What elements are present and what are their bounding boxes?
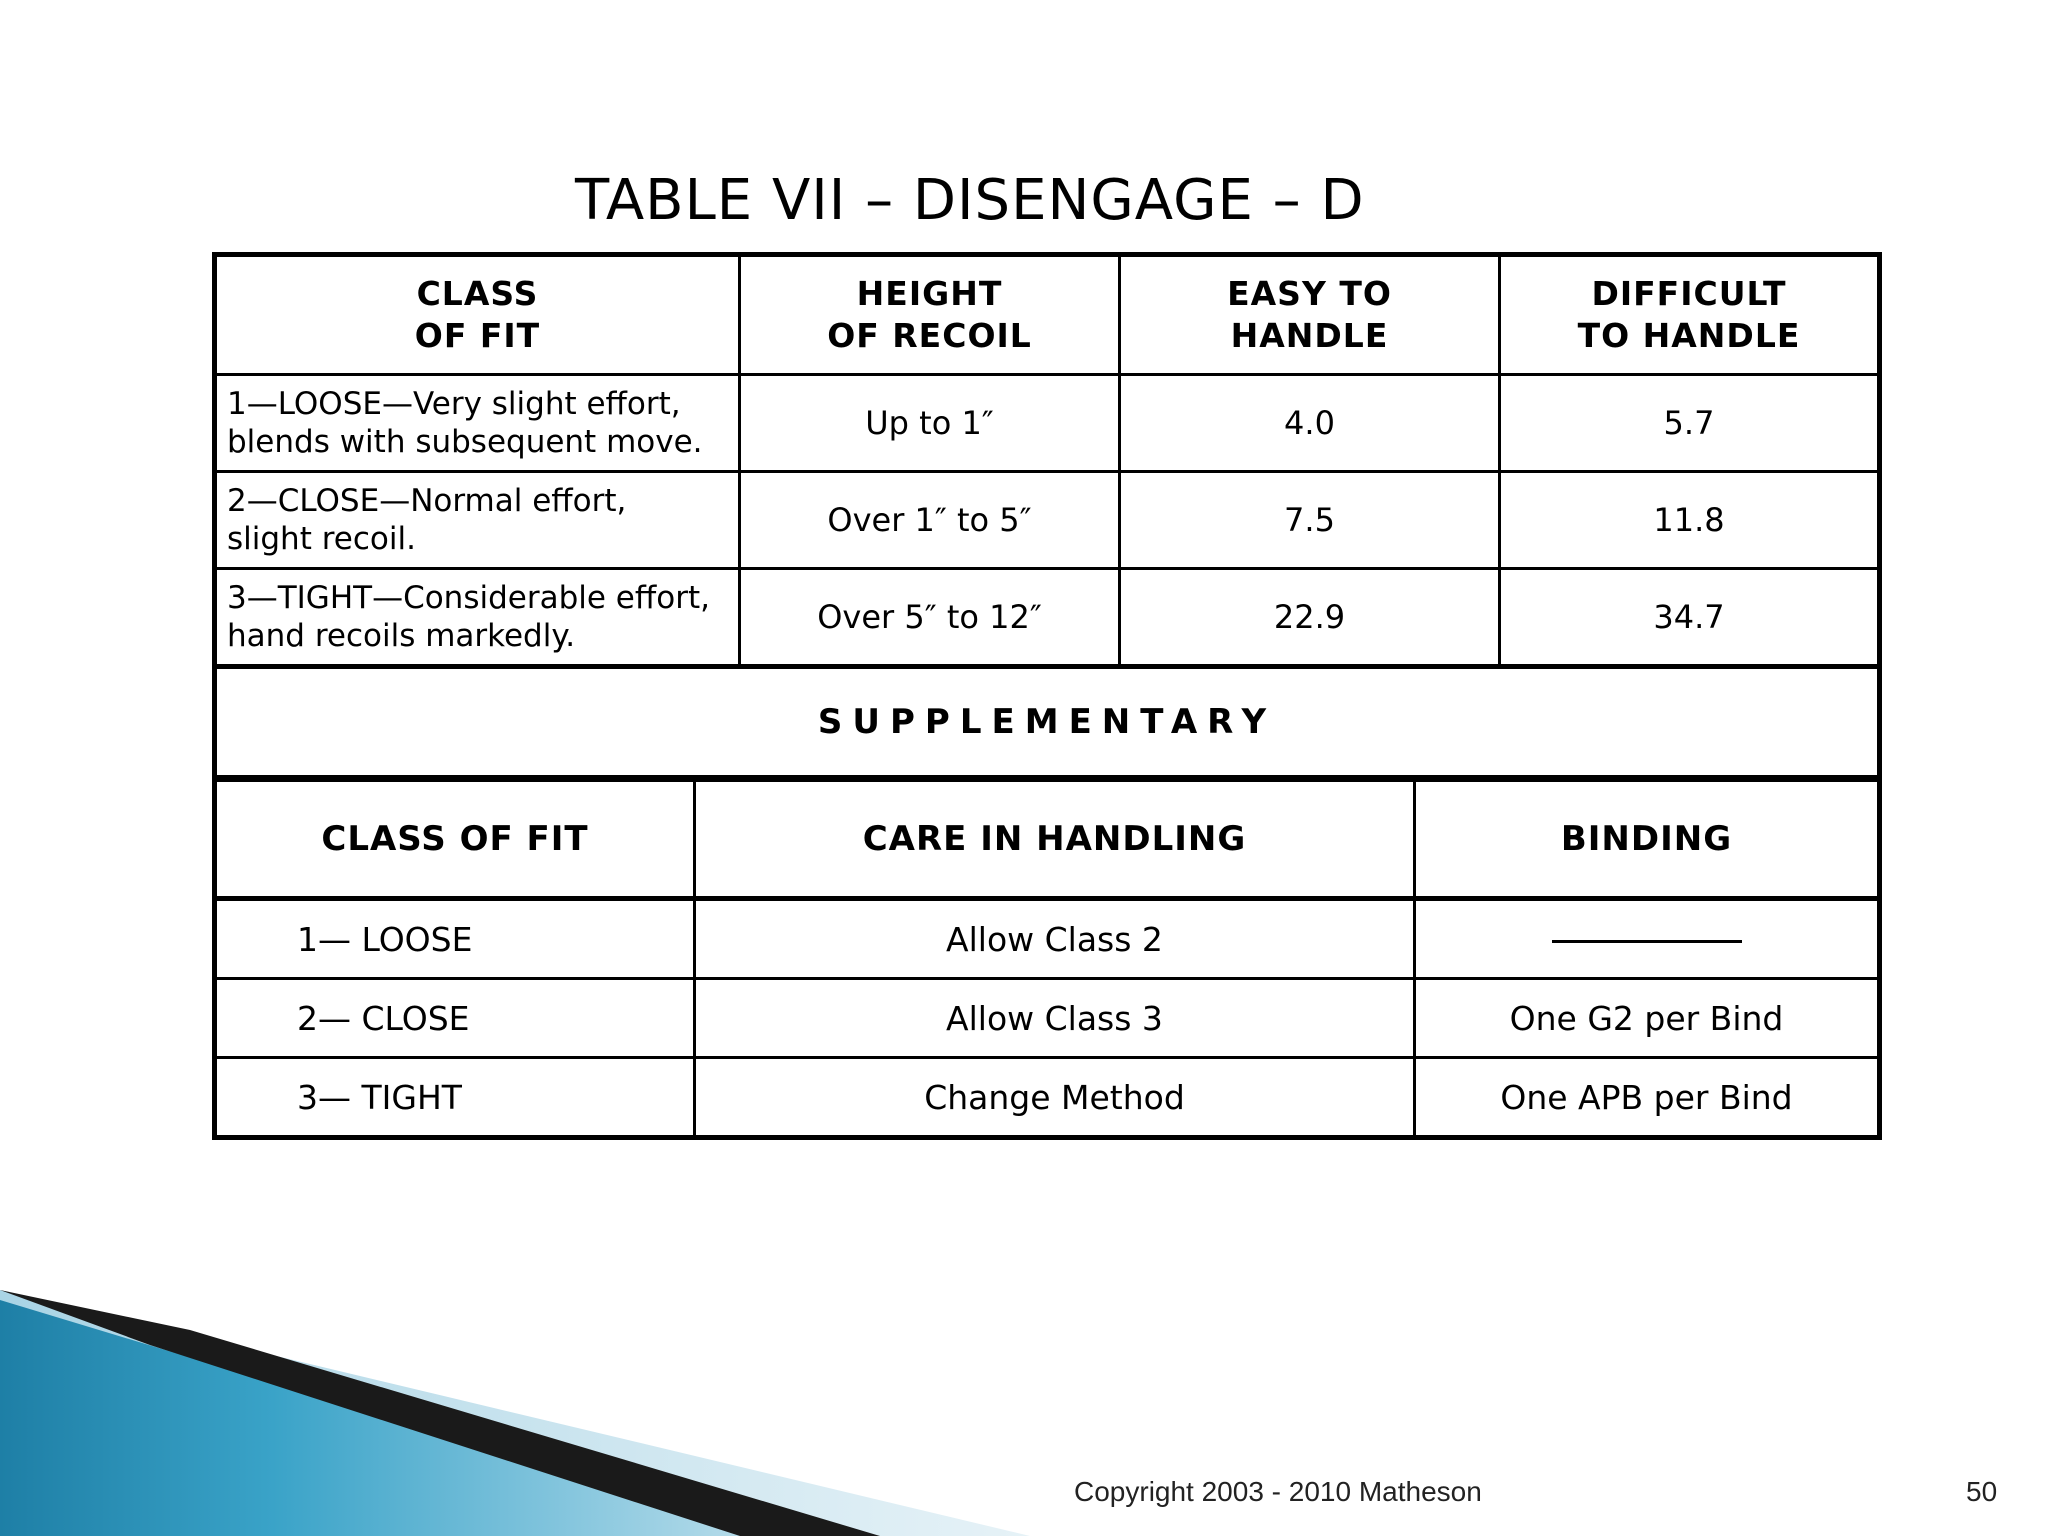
page-number: 50 [1966,1476,1998,1507]
binding-value: One G2 per Bind [1415,979,1880,1058]
header-class-of-fit: CLASS OF FIT [215,255,740,375]
table-row [215,899,1880,979]
care-in-handling-value: Allow Class 2 [695,899,1415,979]
care-in-handling-value: Allow Class 3 [695,979,1415,1058]
table-row [215,1058,1880,1138]
disengage-table [212,252,1882,780]
height-of-recoil-value: Over 5″ to 12″ [740,569,1120,667]
table-row [215,375,1880,472]
class-description [215,375,740,472]
difficult-to-handle-value: 11.8 [1500,472,1880,569]
easy-to-handle-value: 22.9 [1120,569,1500,667]
easy-to-handle-value: 4.0 [1120,375,1500,472]
binding-value-empty [1415,899,1880,979]
header-difficult-to-handle: DIFFICULT TO HANDLE [1500,255,1880,375]
header-class-of-fit: CLASS OF FIT [215,781,695,899]
class-line-1: 3—TIGHT—Considerable effort, [227,580,710,616]
class-line-2: slight recoil. [227,521,416,557]
blank-dash-line [1552,940,1742,943]
header-care-in-handling: CARE IN HANDLING [695,781,1415,899]
table-title: TABLE VII – DISENGAGE – D [575,168,1365,233]
class-description [215,569,740,667]
supplementary-header-row [215,781,1880,899]
class-of-fit-value: 2— CLOSE [215,979,695,1058]
height-of-recoil-value: Up to 1″ [740,375,1120,472]
supplementary-table [212,779,1882,1140]
table-row [215,472,1880,569]
table-header-row [215,255,1880,375]
copyright-footer: Copyright 2003 - 2010 Matheson [1074,1476,1482,1507]
binding-value: One APB per Bind [1415,1058,1880,1138]
class-line-2: hand recoils markedly. [227,618,576,654]
table-row [215,569,1880,667]
care-in-handling-value: Change Method [695,1058,1415,1138]
class-line-2: blends with subsequent move. [227,424,703,460]
supplementary-banner-row [215,667,1880,778]
class-of-fit-value: 3— TIGHT [215,1058,695,1138]
header-binding: BINDING [1415,781,1880,899]
class-description [215,472,740,569]
class-line-1: 2—CLOSE—Normal effort, [227,483,627,519]
easy-to-handle-value: 7.5 [1120,472,1500,569]
header-height-of-recoil: HEIGHT OF RECOIL [740,255,1120,375]
supplementary-label: SUPPLEMENTARY [215,667,1880,778]
header-easy-to-handle: EASY TO HANDLE [1120,255,1500,375]
table-row [215,979,1880,1058]
difficult-to-handle-value: 34.7 [1500,569,1880,667]
difficult-to-handle-value: 5.7 [1500,375,1880,472]
height-of-recoil-value: Over 1″ to 5″ [740,472,1120,569]
class-of-fit-value: 1— LOOSE [215,899,695,979]
class-line-1: 1—LOOSE—Very slight effort, [227,386,681,422]
